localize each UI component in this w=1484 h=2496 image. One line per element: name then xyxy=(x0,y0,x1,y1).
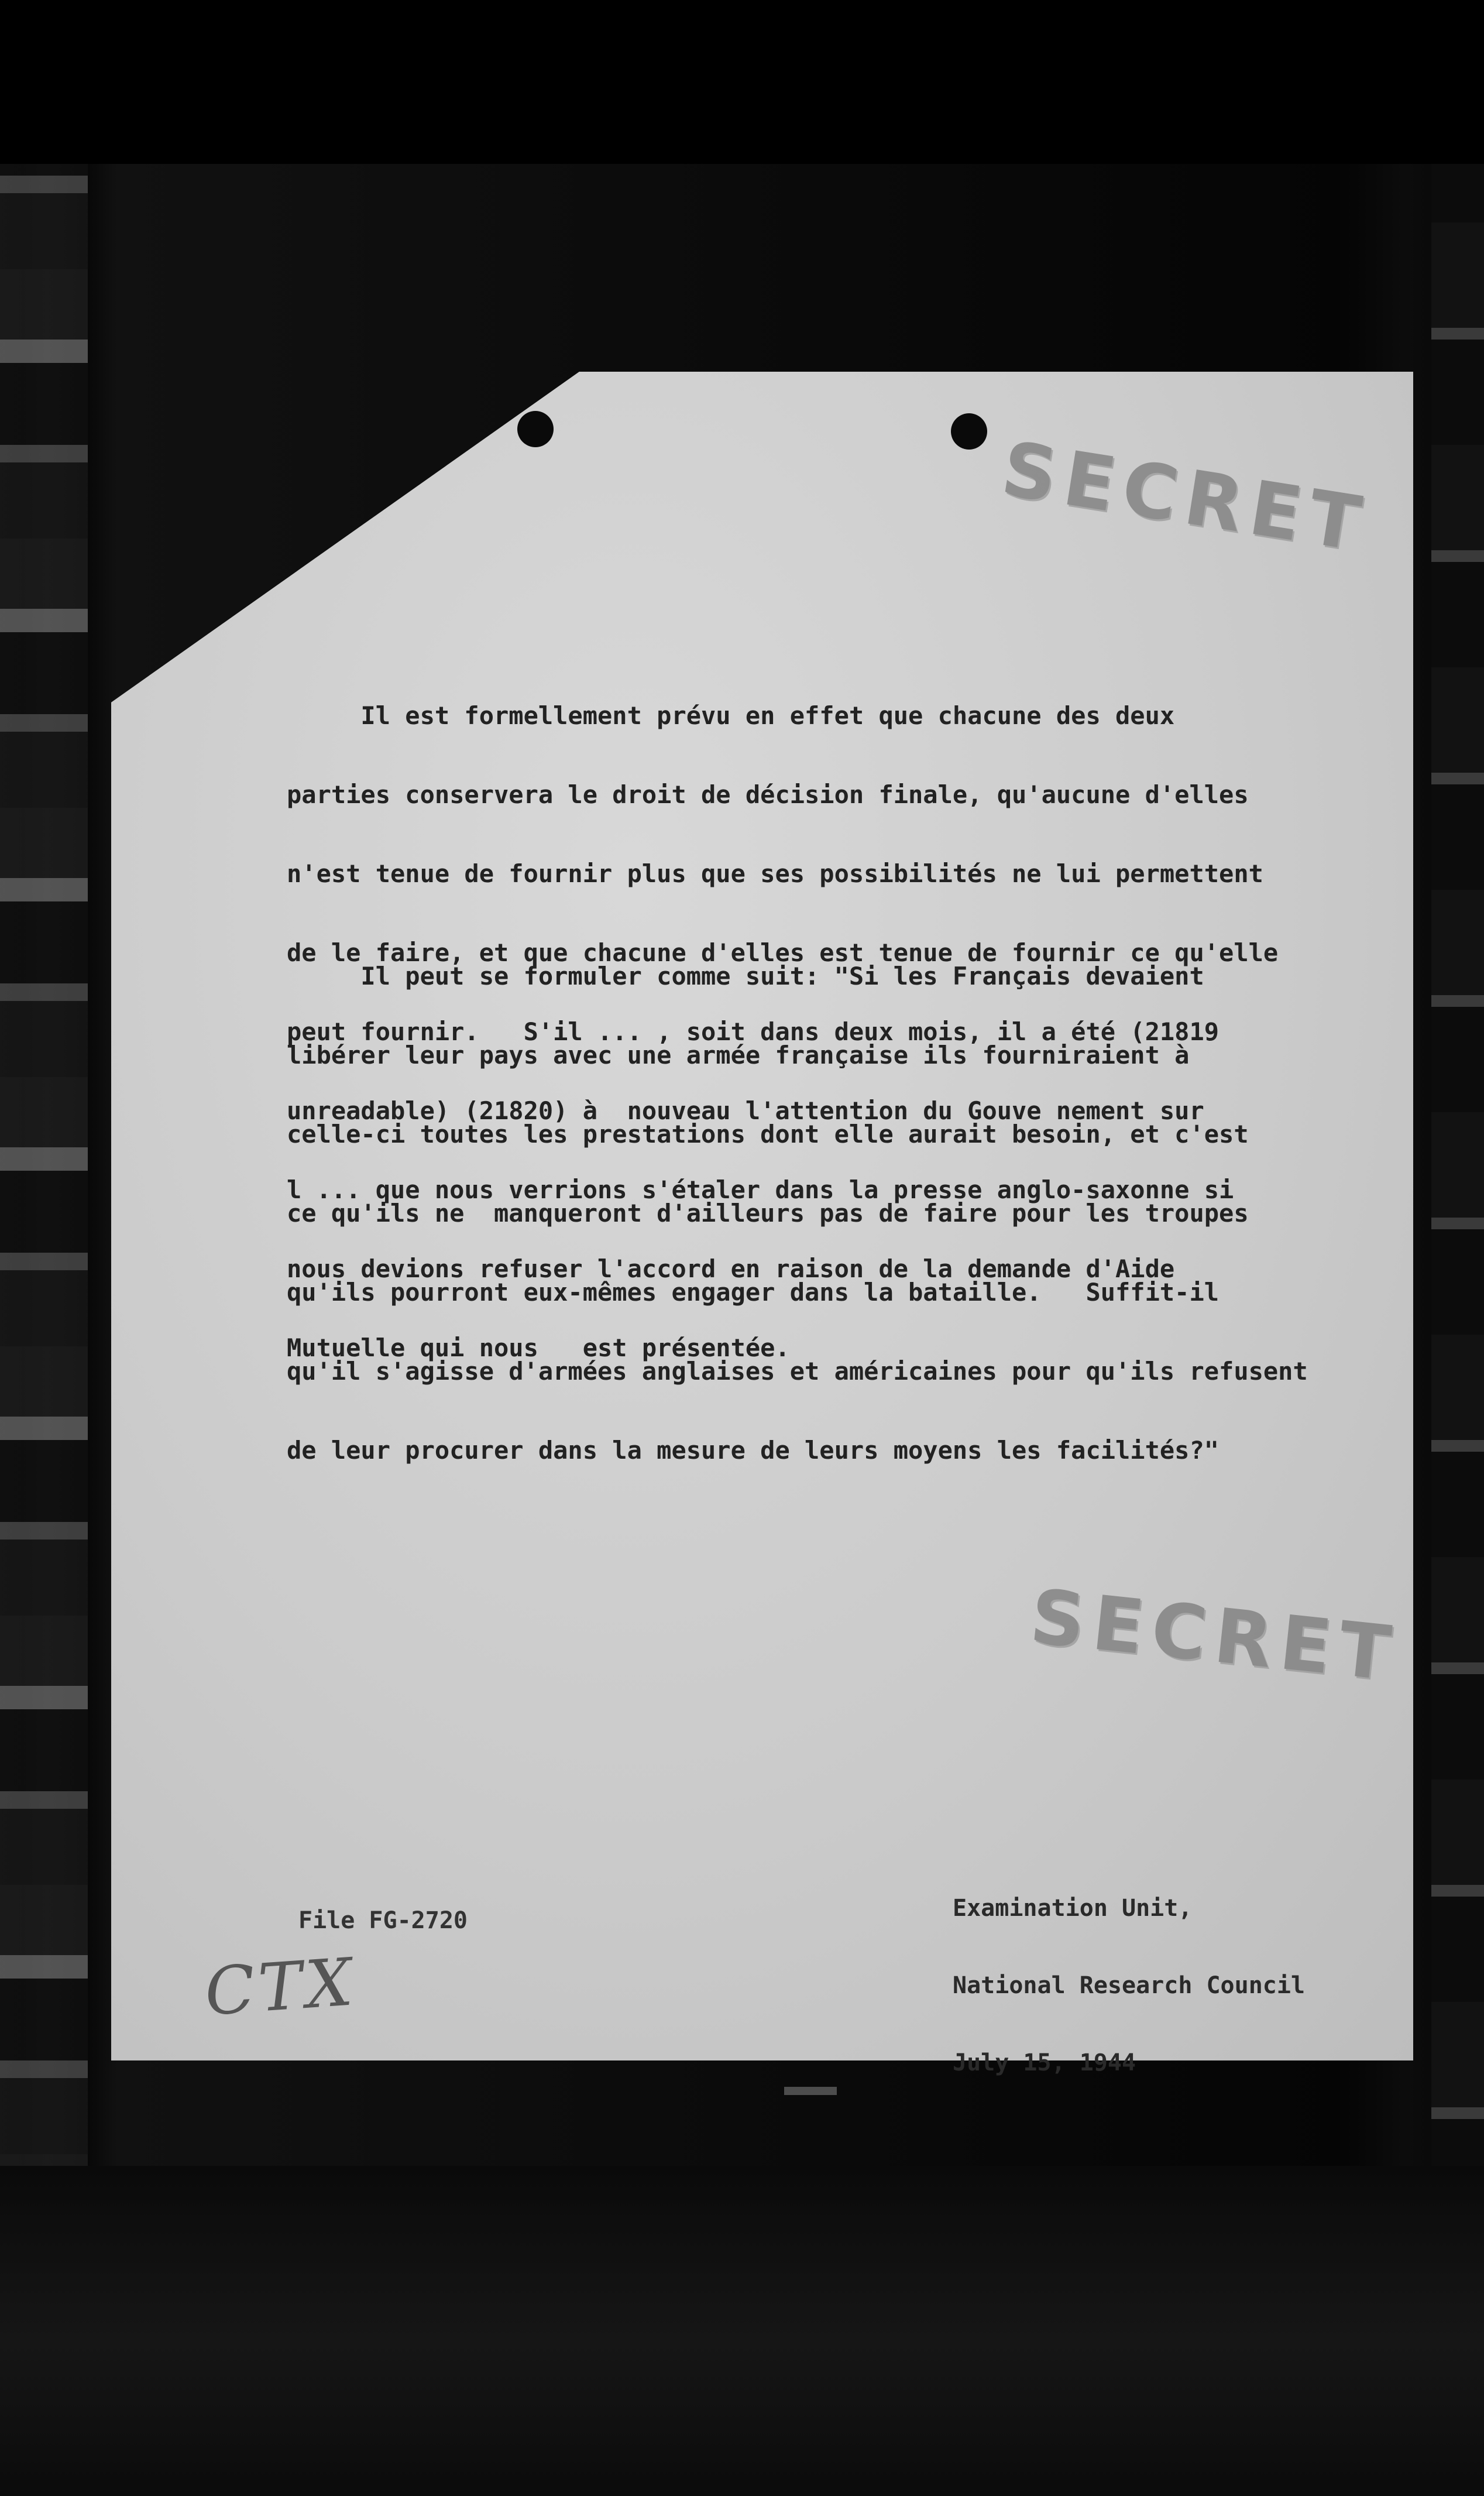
paragraph-1-line: n'est tenue de fournir plus que ses possibilités ne lui permettent xyxy=(287,859,1263,888)
paragraph-1-line: nous devions refuser l'accord en raison de la demande d'Aide xyxy=(287,1254,1175,1283)
signature-line: National Research Council xyxy=(953,1972,1306,1999)
paragraph-1-line: parties conservera le droit de décision finale, qu'aucune d'elles xyxy=(287,780,1249,809)
paragraph-1-line: Il est formellement prévu en effet que chacune des deux xyxy=(287,701,1175,730)
paragraph-2-line: ce qu'ils ne manqueront d'ailleurs pas de faire pour les troupes xyxy=(287,1199,1249,1228)
signature-line: Examination Unit, xyxy=(953,1895,1193,1922)
paragraph-2-line: de leur procurer dans la mesure de leurs moyens les facilités?" xyxy=(287,1436,1220,1465)
paragraph-1-line: peut fournir. S'il ... , soit dans deux mois, il a été (21819 xyxy=(287,1017,1220,1046)
paragraph-2 xyxy=(287,910,1308,1516)
paragraph-2-line: qu'il s'agisse d'armées anglaises et américaines pour qu'ils refusent xyxy=(287,1357,1308,1386)
handwritten-note: CTX xyxy=(202,1944,359,2031)
paragraph-2-line: libérer leur pays avec une armée française ils fourniraient à xyxy=(287,1041,1190,1069)
scratch-mark xyxy=(784,2087,837,2095)
signature-block xyxy=(953,1844,1305,2127)
secret-stamp-bottom: SECRET xyxy=(1026,1573,1403,1699)
paragraph-1-line: Mutuelle qui nous est présentée. xyxy=(287,1333,790,1362)
paragraph-1-line: de le faire, et que chacune d'elles est tenue de fournir ce qu'elle xyxy=(287,938,1279,967)
secret-stamp-top: SECRET xyxy=(996,425,1375,570)
punch-hole-left xyxy=(517,411,554,447)
paragraph-2-line: celle-ci toutes les prestations dont elle aurait besoin, et c'est xyxy=(287,1120,1249,1148)
signature-line: July 15, 1944 xyxy=(953,2049,1136,2076)
punch-hole-right xyxy=(951,413,987,450)
paragraph-2-line: Il peut se formuler comme suit: "Si les Français devaient xyxy=(287,962,1204,990)
paragraph-1-line: l ... que nous verrions s'étaler dans la presse anglo-saxonne si xyxy=(287,1175,1234,1204)
paragraph-2-line: qu'ils pourront eux-mêmes engager dans la bataille. Suffit-il xyxy=(287,1278,1220,1307)
paragraph-1-line: unreadable) (21820) à nouveau l'attention du Gouve nement sur xyxy=(287,1096,1204,1125)
file-reference: File FG-2720 xyxy=(298,1907,468,1934)
